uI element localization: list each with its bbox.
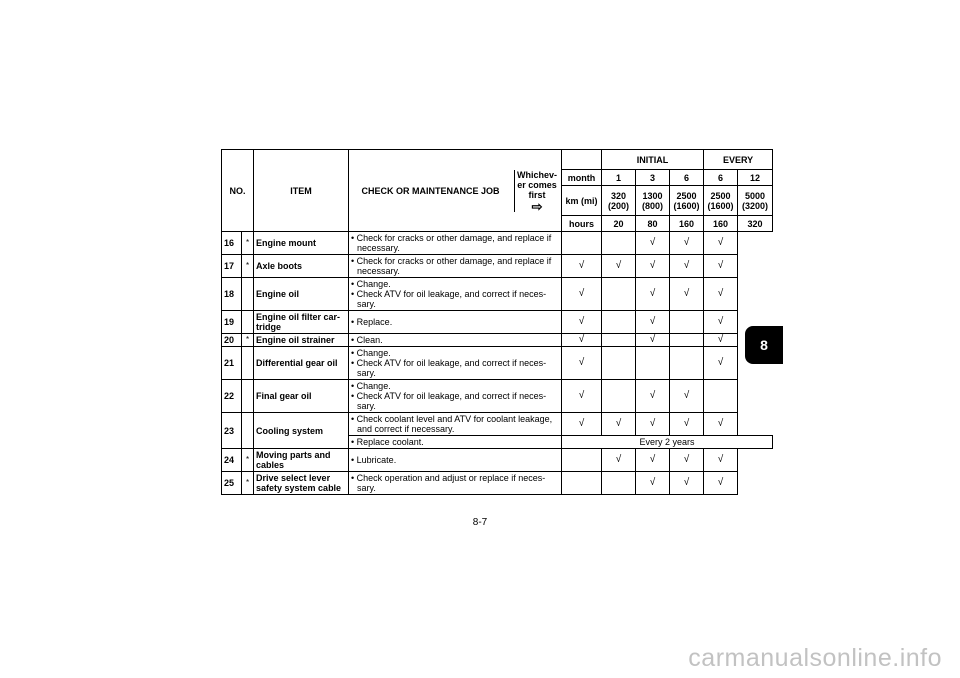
table-row xyxy=(222,347,773,380)
check-mark: √ xyxy=(704,232,738,255)
row-number: 20 xyxy=(222,334,242,347)
check-mark: √ xyxy=(704,311,738,334)
check-mark: √ xyxy=(704,278,738,311)
header-every: EVERY xyxy=(704,150,773,170)
empty-cell xyxy=(670,334,704,347)
check-mark: √ xyxy=(562,380,602,413)
job-line: • Check ATV for oil leakage, and correct if neces-sary. xyxy=(351,391,547,411)
check-mark: √ xyxy=(704,472,738,495)
row-number: 18 xyxy=(222,278,242,311)
table-row xyxy=(222,334,773,347)
header-hours-label: hours xyxy=(562,216,602,232)
row-star: * xyxy=(242,472,254,495)
header-km-2: 2500 (1600) xyxy=(670,186,704,216)
row-number: 19 xyxy=(222,311,242,334)
header-job-label: CHECK OR MAINTENANCE JOB xyxy=(361,185,500,196)
row-number: 25 xyxy=(222,472,242,495)
row-item: Differential gear oil xyxy=(254,347,349,380)
row-job xyxy=(349,380,562,413)
header-no: NO. xyxy=(222,150,254,232)
header-km-0: 320 (200) xyxy=(602,186,636,216)
row-item: Engine oil filter car-tridge xyxy=(254,311,349,334)
interval-note: Every 2 years xyxy=(562,436,773,449)
check-mark: √ xyxy=(636,255,670,278)
row-number: 23 xyxy=(222,413,242,449)
check-mark: √ xyxy=(670,472,704,495)
chapter-tab: 8 xyxy=(745,326,783,364)
page-number: 8-7 xyxy=(472,517,488,528)
check-mark: √ xyxy=(704,449,738,472)
empty-cell xyxy=(562,232,602,255)
row-star xyxy=(242,311,254,334)
row-job xyxy=(349,311,562,334)
row-item: Axle boots xyxy=(254,255,349,278)
check-mark: √ xyxy=(670,413,704,436)
check-mark: √ xyxy=(670,255,704,278)
check-mark: √ xyxy=(562,347,602,380)
job-line: • Check for cracks or other damage, and replace if necessary. xyxy=(351,256,552,276)
header-km-1: 1300 (800) xyxy=(636,186,670,216)
row-star xyxy=(242,380,254,413)
job-line: • Lubricate. xyxy=(351,455,397,465)
job-line: • Check ATV for oil leakage, and correct if neces-sary. xyxy=(351,358,547,378)
check-mark: √ xyxy=(602,255,636,278)
row-job xyxy=(349,347,562,380)
row-item: Final gear oil xyxy=(254,380,349,413)
header-month-2: 6 xyxy=(670,170,704,186)
job-line: • Check coolant level and ATV for coolant leakage, and correct if necessary. xyxy=(351,414,553,434)
table-row xyxy=(222,278,773,311)
row-job xyxy=(349,472,562,495)
empty-cell xyxy=(636,347,670,380)
header-hours-4: 320 xyxy=(738,216,773,232)
job-line: • Change. xyxy=(351,381,391,391)
row-item: Engine oil xyxy=(254,278,349,311)
header-whichever-label: Whichev-er comes first xyxy=(517,169,558,200)
empty-cell xyxy=(670,311,704,334)
header-whichever xyxy=(514,170,559,212)
check-mark: √ xyxy=(670,380,704,413)
job-line: • Clean. xyxy=(351,335,383,345)
header-hours-2: 160 xyxy=(670,216,704,232)
row-star xyxy=(242,413,254,449)
check-mark: √ xyxy=(636,278,670,311)
job-line: • Check for cracks or other damage, and replace if necessary. xyxy=(351,233,552,253)
header-month-3: 6 xyxy=(704,170,738,186)
empty-cell xyxy=(602,472,636,495)
row-item: Engine oil strainer xyxy=(254,334,349,347)
empty-cell xyxy=(602,380,636,413)
check-mark: √ xyxy=(562,334,602,347)
check-mark: √ xyxy=(562,255,602,278)
header-hours-0: 20 xyxy=(602,216,636,232)
empty-cell xyxy=(602,347,636,380)
check-mark: √ xyxy=(636,472,670,495)
row-number: 16 xyxy=(222,232,242,255)
table-row xyxy=(222,255,773,278)
table-row xyxy=(222,449,773,472)
row-number: 24 xyxy=(222,449,242,472)
job-line: • Replace. xyxy=(351,317,393,327)
header-month-1: 3 xyxy=(636,170,670,186)
empty-cell xyxy=(562,472,602,495)
row-star: * xyxy=(242,449,254,472)
header-km-3: 2500 (1600) xyxy=(704,186,738,216)
table-row xyxy=(222,472,773,495)
row-star: * xyxy=(242,232,254,255)
row-job xyxy=(349,278,562,311)
row-job xyxy=(349,413,562,436)
row-job xyxy=(349,449,562,472)
header-initial: INITIAL xyxy=(602,150,704,170)
row-number: 22 xyxy=(222,380,242,413)
check-mark: √ xyxy=(704,413,738,436)
check-mark: √ xyxy=(670,449,704,472)
check-mark: √ xyxy=(636,334,670,347)
row-item: Moving parts and cables xyxy=(254,449,349,472)
header-km-label: km (mi) xyxy=(562,186,602,216)
check-mark: √ xyxy=(562,413,602,436)
empty-cell xyxy=(562,449,602,472)
check-mark: √ xyxy=(636,380,670,413)
row-star: * xyxy=(242,255,254,278)
header-hours-1: 80 xyxy=(636,216,670,232)
empty-cell xyxy=(704,380,738,413)
header-hours-3: 160 xyxy=(704,216,738,232)
check-mark: √ xyxy=(602,413,636,436)
check-mark: √ xyxy=(562,311,602,334)
row-number: 21 xyxy=(222,347,242,380)
table-row xyxy=(222,413,773,436)
table-row xyxy=(222,380,773,413)
job-line: • Check ATV for oil leakage, and correct if neces-sary. xyxy=(351,289,547,309)
empty-cell xyxy=(670,347,704,380)
check-mark: √ xyxy=(704,334,738,347)
table-row xyxy=(222,311,773,334)
empty-cell xyxy=(602,278,636,311)
row-item: Cooling system xyxy=(254,413,349,449)
header-month-0: 1 xyxy=(602,170,636,186)
check-mark: √ xyxy=(704,255,738,278)
check-mark: √ xyxy=(636,449,670,472)
check-mark: √ xyxy=(670,278,704,311)
row-job xyxy=(349,436,562,449)
row-item: Drive select lever safety system cable xyxy=(254,472,349,495)
maintenance-table-body xyxy=(222,150,773,495)
row-item: Engine mount xyxy=(254,232,349,255)
header-km-4: 5000 (3200) xyxy=(738,186,773,216)
empty-cell xyxy=(602,311,636,334)
maintenance-table xyxy=(221,149,773,495)
row-job xyxy=(349,334,562,347)
row-job xyxy=(349,232,562,255)
job-line: • Check operation and adjust or replace if neces-sary. xyxy=(351,473,546,493)
header-job xyxy=(349,150,562,232)
arrow-right-icon: ⇨ xyxy=(531,198,543,214)
row-job xyxy=(349,255,562,278)
row-star xyxy=(242,347,254,380)
check-mark: √ xyxy=(602,449,636,472)
row-number: 17 xyxy=(222,255,242,278)
check-mark: √ xyxy=(636,413,670,436)
check-mark: √ xyxy=(670,232,704,255)
table-row xyxy=(222,232,773,255)
header-blank xyxy=(562,150,602,170)
job-line: • Replace coolant. xyxy=(351,437,424,447)
empty-cell xyxy=(602,334,636,347)
check-mark: √ xyxy=(704,347,738,380)
check-mark: √ xyxy=(636,232,670,255)
row-star xyxy=(242,278,254,311)
check-mark: √ xyxy=(562,278,602,311)
header-month-label: month xyxy=(562,170,602,186)
check-mark: √ xyxy=(636,311,670,334)
watermark: carmanualsonline.info xyxy=(688,644,942,672)
header-month-4: 12 xyxy=(738,170,773,186)
job-line: • Change. xyxy=(351,348,391,358)
job-line: • Change. xyxy=(351,279,391,289)
empty-cell xyxy=(602,232,636,255)
header-item: ITEM xyxy=(254,150,349,232)
row-star: * xyxy=(242,334,254,347)
